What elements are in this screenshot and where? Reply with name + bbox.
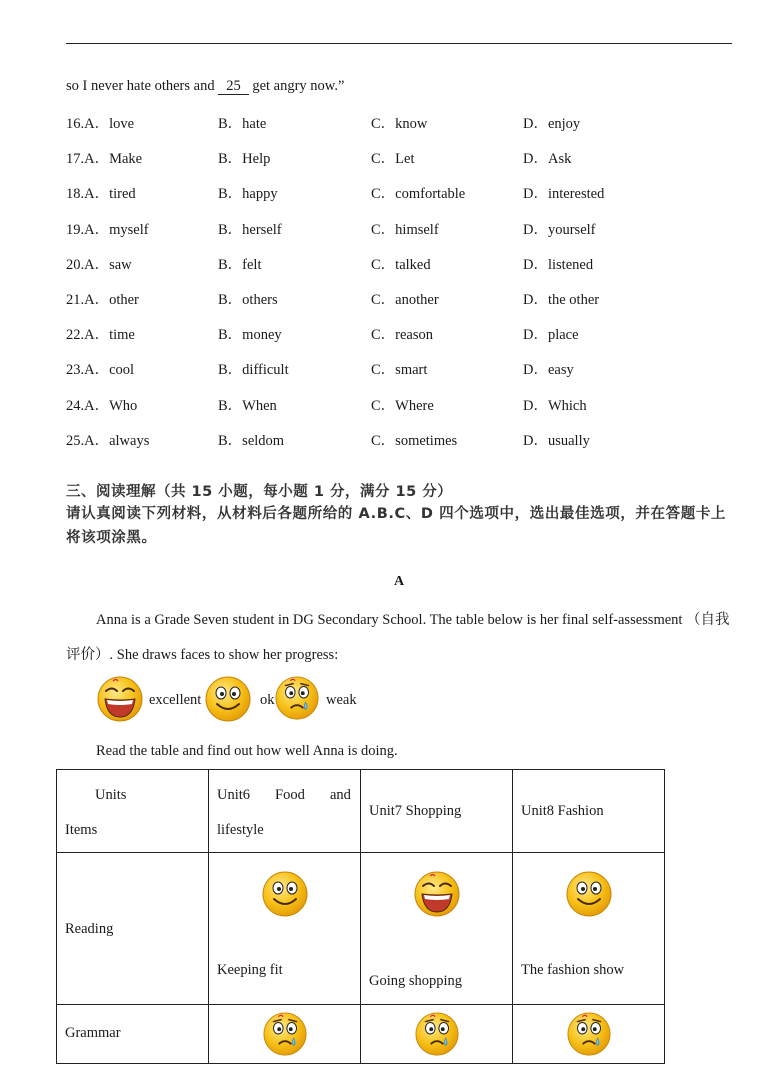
option-c: C．comfortable	[371, 186, 466, 203]
crying-face-icon	[414, 1011, 460, 1057]
question-row	[66, 394, 736, 429]
option-a	[66, 147, 142, 168]
option-d: D．usually	[523, 432, 590, 449]
question-number: 17.	[66, 151, 85, 168]
option-d: D．interested	[523, 186, 605, 203]
laughing-face-icon	[413, 870, 461, 918]
option-c: C．another	[371, 291, 439, 308]
question-row	[66, 112, 736, 147]
legend-label-excellent: excellent	[149, 692, 202, 708]
option-a-text: A．time	[84, 327, 135, 344]
legend-label-ok: ok	[260, 692, 275, 708]
row-label-reading: Reading	[65, 921, 114, 937]
reading-unit7-cell	[361, 853, 513, 1005]
reading-unit6-cell	[209, 853, 361, 1005]
section-instruction: 请认真阅读下列材料，从材料后各题所给的 A.B.C、D 四个选项中，选出最佳选项，并在答题卡上将该项涂黑。	[66, 506, 727, 546]
option-a-text: A．myself	[84, 221, 149, 238]
row-label-cell	[57, 853, 209, 1005]
option-a	[66, 323, 135, 344]
question-number: 24.	[66, 397, 85, 414]
option-b: B．Help	[218, 151, 271, 168]
option-d: D．easy	[523, 362, 574, 379]
option-d: D．Ask	[523, 151, 572, 168]
table-header-row	[57, 770, 665, 853]
passage-paragraph-2: Read the table and find out how well Anna is doing.	[96, 743, 398, 759]
question-number: 18.	[66, 186, 85, 203]
option-a	[66, 218, 149, 239]
grammar-unit7-cell	[361, 1005, 513, 1064]
question-number: 19.	[66, 221, 85, 238]
table-row-grammar	[57, 1005, 665, 1064]
option-a	[66, 112, 134, 133]
closing-text-after: get angry now.”	[248, 78, 345, 94]
option-b: B．felt	[218, 256, 262, 273]
header-unit8	[513, 770, 665, 853]
header-units-items	[57, 770, 209, 853]
grammar-unit8-cell	[513, 1005, 665, 1064]
passage-title: A	[394, 574, 405, 589]
option-d: D．enjoy	[523, 116, 581, 132]
option-c: C．Where	[371, 397, 434, 414]
reading-unit7-topic: Going shopping	[369, 973, 463, 989]
question-number: 23.	[66, 362, 85, 379]
header-units: Units	[95, 787, 127, 803]
closing-text-before: so I never hate others and	[66, 78, 219, 94]
unit8-label: Unit8 Fashion	[521, 803, 604, 819]
option-a	[66, 429, 149, 450]
crying-face-icon	[262, 1011, 308, 1057]
grammar-unit6-cell	[209, 1005, 361, 1064]
header-items: Items	[65, 822, 98, 838]
unit6-word-3: and	[330, 787, 351, 803]
option-d: D．listened	[523, 256, 594, 273]
option-a-text: A．tired	[84, 186, 136, 203]
option-a-text: A．saw	[84, 256, 132, 273]
option-b: B．When	[218, 397, 277, 414]
option-b: B．happy	[218, 186, 278, 203]
smiling-face-icon	[204, 675, 252, 723]
reading-unit8-topic: The fashion show	[521, 962, 625, 978]
option-b: B．seldom	[218, 432, 285, 449]
option-a-text: A．Who	[84, 397, 138, 414]
question-row	[66, 358, 736, 393]
option-d: D．yourself	[523, 221, 596, 238]
option-b: B．hate	[218, 116, 267, 132]
question-row	[66, 429, 736, 464]
question-number: 25.	[66, 432, 85, 449]
laughing-face-icon	[96, 675, 144, 723]
unit6-word-4: lifestyle	[217, 822, 264, 838]
question-row	[66, 323, 736, 358]
option-a	[66, 253, 132, 274]
table-row-reading	[57, 853, 665, 1005]
question-row	[66, 218, 736, 253]
option-c: C．Let	[371, 151, 415, 168]
option-c: C．reason	[371, 327, 434, 344]
unit7-label: Unit7 Shopping	[369, 803, 462, 819]
option-c: C．talked	[371, 256, 431, 273]
question-number: 21.	[66, 291, 85, 308]
question-number: 16.	[66, 116, 85, 132]
question-row	[66, 253, 736, 288]
option-b: B．others	[218, 291, 278, 308]
legend-label-weak: weak	[326, 692, 357, 708]
option-a-text: A．love	[84, 116, 135, 132]
reading-unit8-cell	[513, 853, 665, 1005]
option-c: C．smart	[371, 362, 428, 379]
question-number: 20.	[66, 256, 85, 273]
crying-face-icon	[566, 1011, 612, 1057]
smiling-face-icon	[261, 870, 309, 918]
option-a-text: A．cool	[84, 362, 135, 379]
passage-closing-line	[66, 78, 344, 95]
reading-unit6-topic: Keeping fit	[217, 962, 283, 978]
option-a	[66, 288, 139, 309]
question-row	[66, 182, 736, 217]
unit6-word-2: Food	[275, 787, 305, 803]
unit6-word-1: Unit6	[217, 787, 251, 803]
smiling-face-icon	[565, 870, 613, 918]
option-a-text: A．always	[84, 432, 150, 449]
option-d: D．place	[523, 327, 579, 344]
crying-face-icon	[274, 675, 320, 721]
option-b: B．herself	[218, 221, 282, 238]
row-label-cell	[57, 1005, 209, 1064]
question-row	[66, 288, 736, 323]
header-unit7	[361, 770, 513, 853]
option-c: C．himself	[371, 221, 439, 238]
option-b: B．money	[218, 327, 282, 344]
blank-25: 25	[218, 79, 249, 95]
option-b: B．difficult	[218, 362, 289, 379]
option-a	[66, 358, 134, 379]
header-unit6	[209, 770, 361, 853]
option-d: D．Which	[523, 397, 587, 414]
row-label-grammar: Grammar	[65, 1025, 121, 1041]
cloze-options-list	[66, 112, 736, 464]
question-number: 22.	[66, 327, 85, 344]
self-assessment-table	[56, 769, 665, 1064]
option-c: C．know	[371, 116, 428, 132]
option-a-text: A．Make	[84, 151, 143, 168]
section-title: 三、阅读理解（共 15 小题，每小题 1 分，满分 15 分）	[66, 484, 453, 500]
option-d: D．the other	[523, 291, 600, 308]
passage-paragraph-1: Anna is a Grade Seven student in DG Secondary School. The table below is her final self-assessment （自我评价）. She draws faces to show her progress:	[66, 612, 730, 663]
option-c: C．sometimes	[371, 432, 458, 449]
option-a	[66, 182, 136, 203]
question-row	[66, 147, 736, 182]
option-a-text: A．other	[84, 291, 139, 308]
header-rule	[66, 43, 732, 44]
option-a	[66, 394, 137, 415]
